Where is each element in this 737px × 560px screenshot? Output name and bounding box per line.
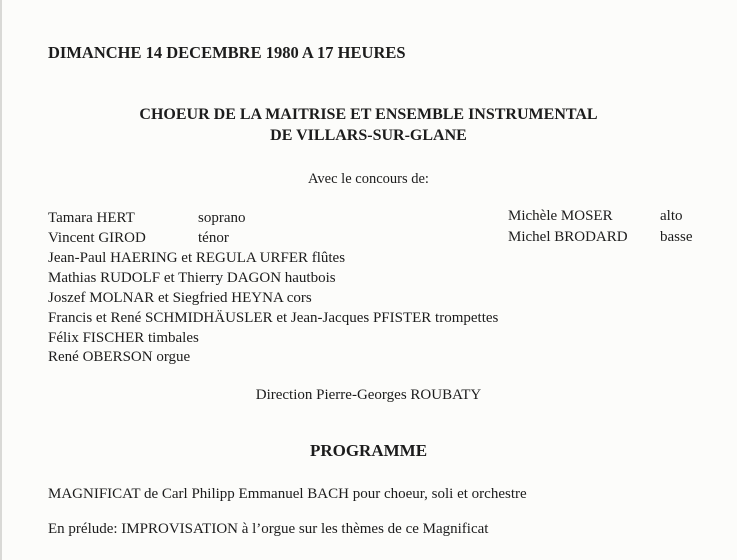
soloist-name: Michel BRODARD [508, 229, 628, 245]
soloist-role: ténor [198, 230, 229, 246]
concert-date: DIMANCHE 14 DECEMBRE 1980 A 17 HEURES [48, 43, 406, 62]
soloist-name: Vincent GIROD [48, 230, 146, 246]
soloist-role: alto [660, 208, 683, 224]
instrumentalist-line: Félix FISCHER timbales [48, 330, 199, 346]
ensemble-title-line-2: DE VILLARS-SUR-GLANE [270, 127, 467, 144]
ensemble-title-line-1: CHOEUR DE LA MAITRISE ET ENSEMBLE INSTRUMENTAL [139, 106, 598, 123]
soloist-name: Tamara HERT [48, 210, 135, 226]
instrumentalist-line: Mathias RUDOLF et Thierry DAGON hautbois [48, 270, 336, 286]
instrumentalist-line: Francis et René SCHMIDHÄUSLER et Jean-Jacques PFISTER trompettes [48, 310, 499, 326]
programme-item: En prélude: IMPROVISATION à l’orgue sur les thèmes de ce Magnificat [48, 521, 489, 537]
instrumentalist-line: Jean-Paul HAERING et REGULA URFER flûtes [48, 250, 346, 266]
concours-label: Avec le concours de: [308, 171, 429, 187]
soloist-role: basse [660, 229, 693, 245]
programme-heading: PROGRAMME [309, 441, 428, 460]
soloist-name: Michèle MOSER [508, 208, 613, 224]
direction-line: Direction Pierre-Georges ROUBATY [255, 387, 482, 403]
soloist-role: soprano [198, 210, 246, 226]
instrumentalist-line: René OBERSON orgue [48, 349, 191, 365]
programme-item: MAGNIFICAT de Carl Philipp Emmanuel BACH pour choeur, soli et orchestre [48, 486, 527, 502]
page-edge [0, 0, 2, 560]
instrumentalist-line: Joszef MOLNAR et Siegfried HEYNA cors [48, 290, 312, 306]
